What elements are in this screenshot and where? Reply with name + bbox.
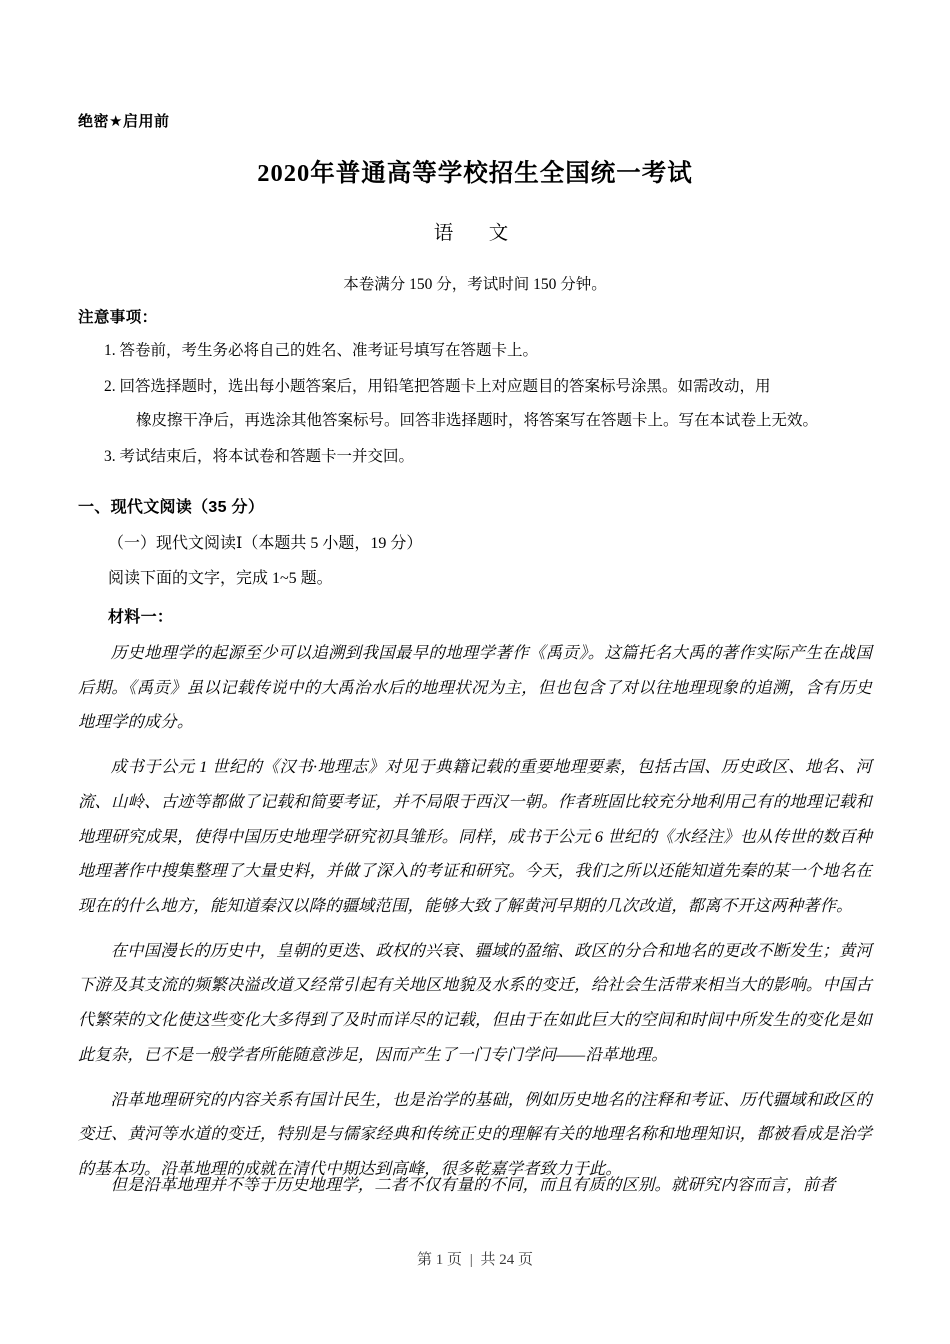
material-label-one: 材料一： bbox=[108, 609, 174, 627]
notice-item-1-number: 1. bbox=[104, 342, 116, 359]
notice-item-1 bbox=[78, 339, 872, 363]
body-paragraph: 历史地理学的起源至少可以追溯到我国最早的地理学著作《禹贡》。这篇托名大禹的著作实际产生在战国后期。《禹贡》虽以记载传说中的大禹治水后的地理状况为主，但也包含了对以往地理现象的追溯，含有历史地理学的成分。 bbox=[78, 643, 872, 732]
clipped-last-line-region bbox=[78, 1168, 872, 1214]
body-paragraph: 沿革地理研究的内容关系有国计民生，也是治学的基础，例如历史地名的注释和考证、历代疆域和政区的变迁、黄河等水道的变迁，特别是与儒家经典和传统正史的理解有关的地理名称和地理知识，都被看成是治学的基本功。沿革地理的成就在清代中期达到高峰，很多乾嘉学者致力于此。 bbox=[78, 1089, 872, 1178]
notice-item-2-text: 回答选择题时，选出每小题答案后，用铅笔把答题卡上对应题目的答案标号涂黑。如需改动，用 bbox=[119, 378, 771, 396]
footer-separator: | bbox=[469, 1252, 473, 1268]
body-paragraph: 在中国漫长的历史中，皇朝的更迭、政权的兴衰、疆域的盈缩、政区的分合和地名的更改不断发生；黄河下游及其支流的频繁决溢改道又经常引起有关地区地貌及水系的变迁，给社会生活带来相当大的影响。中国古代繁荣的文化使这些变化大多得到了及时而详尽的记载，但由于在如此巨大的空间和时间中所发生的变化是如此复杂，已不是一般学者所能随意涉足，因而产生了一门专门学问——沿革地理。 bbox=[78, 940, 872, 1064]
notice-item-3 bbox=[78, 445, 872, 469]
page-footer bbox=[0, 1248, 950, 1269]
notice-heading: 注意事项： bbox=[78, 309, 158, 326]
page-content bbox=[78, 0, 872, 1187]
footer-current-page: 第 1 页 bbox=[416, 1252, 462, 1268]
score-and-time-line: 本卷满分 150 分，考试时间 150 分钟。 bbox=[343, 276, 607, 293]
notice-item-1-text: 答卷前，考生务必将自己的姓名、准考证号填写在答题卡上。 bbox=[119, 342, 539, 359]
section-heading-modern-reading: 一、现代文阅读（35 分） bbox=[78, 499, 265, 517]
notice-item-2-continuation: 橡皮擦干净后，再选涂其他答案标号。回答非选择题时，将答案写在答题卡上。写在本试卷上无效。 bbox=[136, 412, 819, 430]
subsection-heading-reading-one: （一）现代文阅读Ⅰ（本题共 5 小题，19 分） bbox=[108, 535, 423, 553]
secret-label: 绝密★启用前 bbox=[78, 113, 170, 130]
subject-title: 语 文 bbox=[433, 223, 517, 244]
page-title: 2020年普通高等学校招生全国统一考试 bbox=[257, 160, 693, 187]
notice-item-3-text: 考试结束后，将本试卷和答题卡一并交回。 bbox=[119, 448, 415, 466]
footer-total-pages: 共 24 页 bbox=[480, 1252, 534, 1268]
body-paragraph: 成书于公元 1 世纪的《汉书·地理志》对见于典籍记载的重要地理要素，包括古国、历史政区、地名、河流、山岭、古迹等都做了记载和简要考证，并不局限于西汉一朝。作者班固比较充分地利用己有的地理记载和地理研究成果，使得中国历史地理学研究初具雏形。同样，成书于公元 6 世纪的《水经注》也从传世的数百种地理著作中搜集整理了大量史料，并做了深入的考证和研究。今天，我们之所以还能知道先秦的某一个地名在现在的什么地方，能知道秦汉以降的疆域范围，能够大致了解黄河早期的几次改道，都离不开这两种著作。 bbox=[78, 757, 872, 915]
notice-item-2-number: 2. bbox=[104, 378, 116, 396]
body-paragraph-clipped: 但是沿革地理并不等于历史地理学，二者不仅有量的不同，而且有质的区别。就研究内容而言，前者 bbox=[110, 1175, 836, 1194]
notice-item-2 bbox=[78, 375, 872, 399]
reading-instruction: 阅读下面的文字，完成 1~5 题。 bbox=[108, 570, 333, 588]
notice-item-3-number: 3. bbox=[104, 448, 116, 466]
